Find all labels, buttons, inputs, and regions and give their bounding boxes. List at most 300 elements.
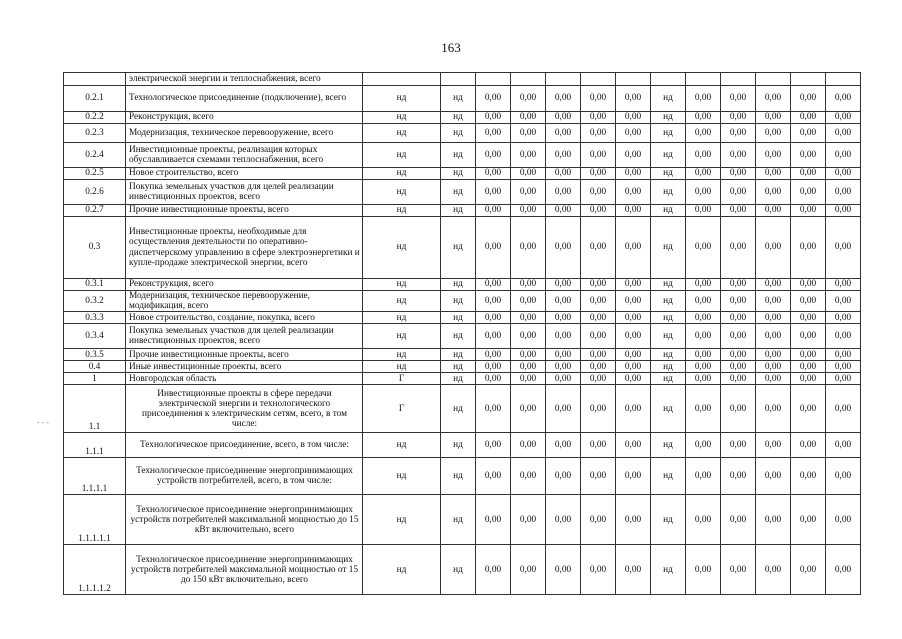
table-row	[64, 373, 861, 385]
row-unit: нд	[363, 361, 441, 373]
row-name: Покупка земельных участков для целей реализации инвестиционных проектов, всего	[126, 180, 363, 205]
value-cell: 0,00	[791, 217, 826, 279]
value-cell: 0,00	[791, 373, 826, 385]
value-cell	[686, 73, 721, 86]
value-cell: 0,00	[476, 112, 511, 124]
value-cell: нд	[651, 143, 686, 168]
value-cell: 0,00	[721, 545, 756, 595]
value-cell: 0,00	[616, 217, 651, 279]
value-cell	[826, 73, 861, 86]
value-cell: 0,00	[581, 291, 616, 312]
row-id: 0.3.5	[64, 349, 126, 361]
value-cell: 0,00	[826, 373, 861, 385]
row-name: Технологическое присоединение энергопринимающих устройств потребителей максимальной мощностью до 15 кВт включительно, всего	[126, 495, 363, 545]
table-row	[64, 291, 861, 312]
value-cell: 0,00	[791, 180, 826, 205]
value-cell: 0,00	[581, 385, 616, 433]
value-cell: 0,00	[756, 373, 791, 385]
table-row	[64, 312, 861, 324]
value-cell: 0,00	[616, 180, 651, 205]
value-cell: 0,00	[476, 433, 511, 458]
value-cell: 0,00	[616, 349, 651, 361]
value-cell: 0,00	[581, 143, 616, 168]
value-cell: 0,00	[511, 373, 546, 385]
value-cell: 0,00	[826, 180, 861, 205]
value-cell: 0,00	[686, 324, 721, 349]
table-row	[64, 495, 861, 545]
row-id	[64, 73, 126, 86]
row-id: 0.2.2	[64, 112, 126, 124]
value-cell: 0,00	[721, 312, 756, 324]
value-cell	[546, 73, 581, 86]
value-cell: 0,00	[721, 324, 756, 349]
row-unit: нд	[363, 433, 441, 458]
row-id: 0.2.5	[64, 168, 126, 180]
row-name: Покупка земельных участков для целей реализации инвестиционных проектов, всего	[126, 324, 363, 349]
value-cell: 0,00	[791, 312, 826, 324]
value-cell: нд	[651, 86, 686, 112]
value-cell: 0,00	[826, 279, 861, 291]
value-cell: 0,00	[511, 312, 546, 324]
value-cell: 0,00	[791, 168, 826, 180]
value-cell: 0,00	[721, 112, 756, 124]
value-cell: 0,00	[791, 361, 826, 373]
value-cell: 0,00	[686, 168, 721, 180]
value-cell: 0,00	[511, 279, 546, 291]
value-cell: 0,00	[546, 217, 581, 279]
value-cell: 0,00	[686, 205, 721, 217]
value-cell: 0,00	[476, 458, 511, 495]
value-cell: нд	[441, 291, 476, 312]
value-cell: 0,00	[511, 291, 546, 312]
value-cell: 0,00	[511, 168, 546, 180]
row-id: 0.2.4	[64, 143, 126, 168]
value-cell: 0,00	[511, 86, 546, 112]
value-cell: 0,00	[721, 124, 756, 143]
value-cell: нд	[651, 385, 686, 433]
value-cell: 0,00	[546, 385, 581, 433]
value-cell: 0,00	[616, 433, 651, 458]
row-name: Новое строительство, создание, покупка, всего	[126, 312, 363, 324]
value-cell: 0,00	[511, 545, 546, 595]
value-cell: 0,00	[581, 495, 616, 545]
row-name: Новгородская область	[126, 373, 363, 385]
value-cell: 0,00	[756, 545, 791, 595]
table-row	[64, 458, 861, 495]
value-cell: 0,00	[546, 168, 581, 180]
value-cell: 0,00	[721, 279, 756, 291]
value-cell: нд	[441, 349, 476, 361]
value-cell: 0,00	[686, 458, 721, 495]
value-cell: 0,00	[721, 86, 756, 112]
value-cell: нд	[441, 458, 476, 495]
value-cell: 0,00	[826, 217, 861, 279]
value-cell: 0,00	[616, 385, 651, 433]
value-cell: 0,00	[581, 361, 616, 373]
value-cell: 0,00	[721, 495, 756, 545]
value-cell: 0,00	[476, 495, 511, 545]
value-cell: 0,00	[686, 385, 721, 433]
value-cell: 0,00	[756, 291, 791, 312]
value-cell: 0,00	[826, 291, 861, 312]
value-cell: 0,00	[826, 312, 861, 324]
value-cell: 0,00	[546, 124, 581, 143]
value-cell: 0,00	[581, 324, 616, 349]
row-name: Реконструкция, всего	[126, 279, 363, 291]
value-cell: 0,00	[826, 86, 861, 112]
value-cell: нд	[441, 124, 476, 143]
value-cell: нд	[441, 495, 476, 545]
table-row	[64, 180, 861, 205]
row-unit: Г	[363, 373, 441, 385]
value-cell: 0,00	[756, 495, 791, 545]
row-unit: нд	[363, 86, 441, 112]
table-row	[64, 112, 861, 124]
value-cell: 0,00	[791, 205, 826, 217]
value-cell: 0,00	[616, 324, 651, 349]
value-cell: 0,00	[791, 291, 826, 312]
value-cell: 0,00	[826, 205, 861, 217]
value-cell: 0,00	[476, 205, 511, 217]
row-unit: Г	[363, 385, 441, 433]
value-cell: 0,00	[791, 385, 826, 433]
value-cell: 0,00	[826, 112, 861, 124]
value-cell: нд	[651, 458, 686, 495]
value-cell: 0,00	[686, 545, 721, 595]
value-cell: нд	[441, 279, 476, 291]
row-id: 1.1	[64, 385, 126, 433]
table-row	[64, 168, 861, 180]
row-id: 1.1.1.1.2	[64, 545, 126, 595]
row-unit: нд	[363, 180, 441, 205]
value-cell: нд	[651, 205, 686, 217]
value-cell: 0,00	[826, 349, 861, 361]
value-cell: 0,00	[756, 385, 791, 433]
value-cell: 0,00	[476, 361, 511, 373]
value-cell: 0,00	[546, 458, 581, 495]
value-cell: 0,00	[581, 180, 616, 205]
row-id: 1.1.1	[64, 433, 126, 458]
row-id: 0.3.2	[64, 291, 126, 312]
value-cell: нд	[651, 279, 686, 291]
value-cell: 0,00	[546, 86, 581, 112]
value-cell: 0,00	[616, 291, 651, 312]
value-cell: 0,00	[791, 349, 826, 361]
value-cell: 0,00	[616, 143, 651, 168]
value-cell: нд	[651, 373, 686, 385]
table-row	[64, 545, 861, 595]
value-cell: 0,00	[511, 361, 546, 373]
value-cell: 0,00	[756, 143, 791, 168]
investment-table	[63, 72, 861, 595]
value-cell: 0,00	[476, 312, 511, 324]
row-name: Инвестиционные проекты, реализация которых обуславливается схемами теплоснабжения, всего	[126, 143, 363, 168]
value-cell: 0,00	[721, 361, 756, 373]
value-cell: 0,00	[581, 168, 616, 180]
value-cell	[511, 73, 546, 86]
row-unit	[363, 73, 441, 86]
value-cell: 0,00	[511, 495, 546, 545]
value-cell: 0,00	[546, 324, 581, 349]
value-cell: 0,00	[511, 458, 546, 495]
value-cell: 0,00	[581, 545, 616, 595]
value-cell: 0,00	[511, 143, 546, 168]
value-cell: нд	[651, 545, 686, 595]
row-name: Иные инвестиционные проекты, всего	[126, 361, 363, 373]
row-unit: нд	[363, 349, 441, 361]
value-cell: 0,00	[826, 458, 861, 495]
value-cell: нд	[441, 545, 476, 595]
value-cell: 0,00	[616, 279, 651, 291]
value-cell: 0,00	[756, 168, 791, 180]
value-cell: 0,00	[546, 143, 581, 168]
value-cell: нд	[441, 112, 476, 124]
value-cell: 0,00	[826, 324, 861, 349]
value-cell: 0,00	[546, 433, 581, 458]
value-cell: 0,00	[581, 349, 616, 361]
value-cell: 0,00	[581, 205, 616, 217]
value-cell: 0,00	[791, 433, 826, 458]
value-cell: 0,00	[721, 168, 756, 180]
value-cell: 0,00	[791, 279, 826, 291]
value-cell: 0,00	[686, 291, 721, 312]
value-cell: 0,00	[686, 86, 721, 112]
value-cell: 0,00	[756, 361, 791, 373]
value-cell: нд	[441, 205, 476, 217]
value-cell: 0,00	[511, 349, 546, 361]
row-name: Новое строительство, всего	[126, 168, 363, 180]
value-cell: нд	[651, 291, 686, 312]
value-cell: 0,00	[616, 205, 651, 217]
value-cell: 0,00	[476, 168, 511, 180]
value-cell: 0,00	[511, 180, 546, 205]
value-cell: нд	[441, 373, 476, 385]
value-cell: 0,00	[546, 312, 581, 324]
value-cell: 0,00	[721, 291, 756, 312]
value-cell: нд	[651, 433, 686, 458]
value-cell: 0,00	[791, 324, 826, 349]
value-cell: 0,00	[546, 112, 581, 124]
value-cell: 0,00	[546, 279, 581, 291]
value-cell: 0,00	[476, 217, 511, 279]
row-unit: нд	[363, 168, 441, 180]
row-unit: нд	[363, 312, 441, 324]
value-cell: 0,00	[546, 205, 581, 217]
value-cell: 0,00	[581, 373, 616, 385]
value-cell: 0,00	[686, 124, 721, 143]
value-cell: 0,00	[721, 373, 756, 385]
value-cell: 0,00	[616, 545, 651, 595]
value-cell: 0,00	[826, 385, 861, 433]
row-id: 0.3.4	[64, 324, 126, 349]
value-cell: 0,00	[686, 180, 721, 205]
value-cell: 0,00	[791, 124, 826, 143]
value-cell: 0,00	[616, 373, 651, 385]
table-row	[64, 279, 861, 291]
value-cell: 0,00	[476, 279, 511, 291]
value-cell: 0,00	[476, 124, 511, 143]
value-cell: 0,00	[756, 86, 791, 112]
value-cell	[791, 73, 826, 86]
value-cell: 0,00	[581, 458, 616, 495]
value-cell: 0,00	[791, 495, 826, 545]
value-cell: 0,00	[616, 168, 651, 180]
value-cell: 0,00	[546, 361, 581, 373]
row-id: 0.3	[64, 217, 126, 279]
value-cell: 0,00	[581, 433, 616, 458]
value-cell: 0,00	[581, 312, 616, 324]
row-name: Инвестиционные проекты, необходимые для осуществления деятельности по оперативно-диспетчерскому управлению в сфере электроэнергетики и купле-продаже электрической энергии, всего	[126, 217, 363, 279]
value-cell: 0,00	[826, 168, 861, 180]
value-cell: нд	[441, 312, 476, 324]
table-row	[64, 361, 861, 373]
value-cell: 0,00	[826, 545, 861, 595]
value-cell: 0,00	[791, 112, 826, 124]
value-cell: нд	[651, 168, 686, 180]
value-cell: 0,00	[581, 86, 616, 112]
value-cell: 0,00	[616, 495, 651, 545]
row-name: Прочие инвестиционные проекты, всего	[126, 205, 363, 217]
value-cell: нд	[441, 324, 476, 349]
value-cell: 0,00	[546, 495, 581, 545]
value-cell: 0,00	[686, 112, 721, 124]
value-cell: 0,00	[616, 86, 651, 112]
table-row	[64, 349, 861, 361]
value-cell: 0,00	[686, 361, 721, 373]
value-cell: нд	[651, 217, 686, 279]
value-cell	[721, 73, 756, 86]
table-row	[64, 86, 861, 112]
value-cell: 0,00	[756, 312, 791, 324]
table-row	[64, 433, 861, 458]
value-cell: 0,00	[721, 458, 756, 495]
value-cell: 0,00	[721, 349, 756, 361]
value-cell: 0,00	[791, 86, 826, 112]
value-cell: 0,00	[476, 324, 511, 349]
value-cell: 0,00	[476, 373, 511, 385]
row-unit: нд	[363, 112, 441, 124]
value-cell	[756, 73, 791, 86]
table-row	[64, 143, 861, 168]
value-cell	[616, 73, 651, 86]
value-cell: 0,00	[686, 279, 721, 291]
row-name: Технологическое присоединение энергопринимающих устройств потребителей, всего, в том числе:	[126, 458, 363, 495]
table-row	[64, 73, 861, 86]
row-name: Инвестиционные проекты в сфере передачи электрической энергии и технологического присоединения к электрическим сетям, всего, в том числе:	[126, 385, 363, 433]
value-cell: нд	[441, 361, 476, 373]
value-cell: 0,00	[826, 495, 861, 545]
value-cell: нд	[441, 217, 476, 279]
value-cell: 0,00	[721, 385, 756, 433]
table-row	[64, 205, 861, 217]
value-cell: 0,00	[581, 112, 616, 124]
value-cell: 0,00	[511, 217, 546, 279]
value-cell: 0,00	[476, 545, 511, 595]
value-cell: 0,00	[476, 349, 511, 361]
row-id: 0.3.3	[64, 312, 126, 324]
value-cell: 0,00	[756, 124, 791, 143]
value-cell: нд	[651, 312, 686, 324]
value-cell: 0,00	[511, 124, 546, 143]
value-cell: 0,00	[721, 180, 756, 205]
table-row	[64, 385, 861, 433]
row-name: Модернизация, техническое перевооружение, всего	[126, 124, 363, 143]
value-cell: 0,00	[826, 143, 861, 168]
row-id: 0.2.3	[64, 124, 126, 143]
value-cell: 0,00	[511, 112, 546, 124]
value-cell: 0,00	[791, 458, 826, 495]
value-cell: 0,00	[511, 433, 546, 458]
row-unit: нд	[363, 279, 441, 291]
value-cell: 0,00	[756, 324, 791, 349]
row-name: электрической энергии и теплоснабжения, всего	[126, 73, 363, 86]
value-cell: нд	[651, 349, 686, 361]
value-cell: 0,00	[511, 205, 546, 217]
row-unit: нд	[363, 124, 441, 143]
page-number: 163	[441, 40, 461, 55]
value-cell: нд	[441, 433, 476, 458]
value-cell: 0,00	[826, 124, 861, 143]
value-cell	[651, 73, 686, 86]
value-cell: 0,00	[756, 217, 791, 279]
value-cell: нд	[651, 180, 686, 205]
row-name: Реконструкция, всего	[126, 112, 363, 124]
value-cell: нд	[441, 168, 476, 180]
row-unit: нд	[363, 143, 441, 168]
value-cell: 0,00	[686, 349, 721, 361]
value-cell	[476, 73, 511, 86]
value-cell: 0,00	[826, 361, 861, 373]
value-cell: нд	[651, 324, 686, 349]
margin-mark: - - -	[37, 418, 49, 427]
row-id: 1.1.1.1	[64, 458, 126, 495]
value-cell: 0,00	[721, 217, 756, 279]
value-cell: нд	[651, 112, 686, 124]
row-unit: нд	[363, 291, 441, 312]
value-cell: 0,00	[546, 349, 581, 361]
value-cell: 0,00	[686, 217, 721, 279]
value-cell: 0,00	[546, 373, 581, 385]
value-cell: 0,00	[546, 545, 581, 595]
value-cell: 0,00	[616, 361, 651, 373]
value-cell: 0,00	[511, 324, 546, 349]
value-cell: нд	[651, 124, 686, 143]
row-unit: нд	[363, 495, 441, 545]
value-cell: 0,00	[686, 312, 721, 324]
row-id: 0.4	[64, 361, 126, 373]
row-unit: нд	[363, 324, 441, 349]
value-cell: 0,00	[756, 458, 791, 495]
value-cell: 0,00	[476, 86, 511, 112]
table-row	[64, 124, 861, 143]
table-row	[64, 324, 861, 349]
value-cell	[581, 73, 616, 86]
value-cell: 0,00	[721, 205, 756, 217]
row-unit: нд	[363, 458, 441, 495]
value-cell: 0,00	[686, 433, 721, 458]
row-name: Технологическое присоединение (подключение), всего	[126, 86, 363, 112]
value-cell: 0,00	[826, 433, 861, 458]
value-cell: 0,00	[581, 217, 616, 279]
row-name: Технологическое присоединение энергопринимающих устройств потребителей максимальной мощностью от 15 до 150 кВт включительно, всего	[126, 545, 363, 595]
row-name: Технологическое присоединение, всего, в том числе:	[126, 433, 363, 458]
value-cell: 0,00	[721, 433, 756, 458]
value-cell: 0,00	[616, 112, 651, 124]
value-cell: нд	[441, 180, 476, 205]
value-cell: 0,00	[686, 143, 721, 168]
value-cell: 0,00	[546, 180, 581, 205]
value-cell: 0,00	[581, 124, 616, 143]
